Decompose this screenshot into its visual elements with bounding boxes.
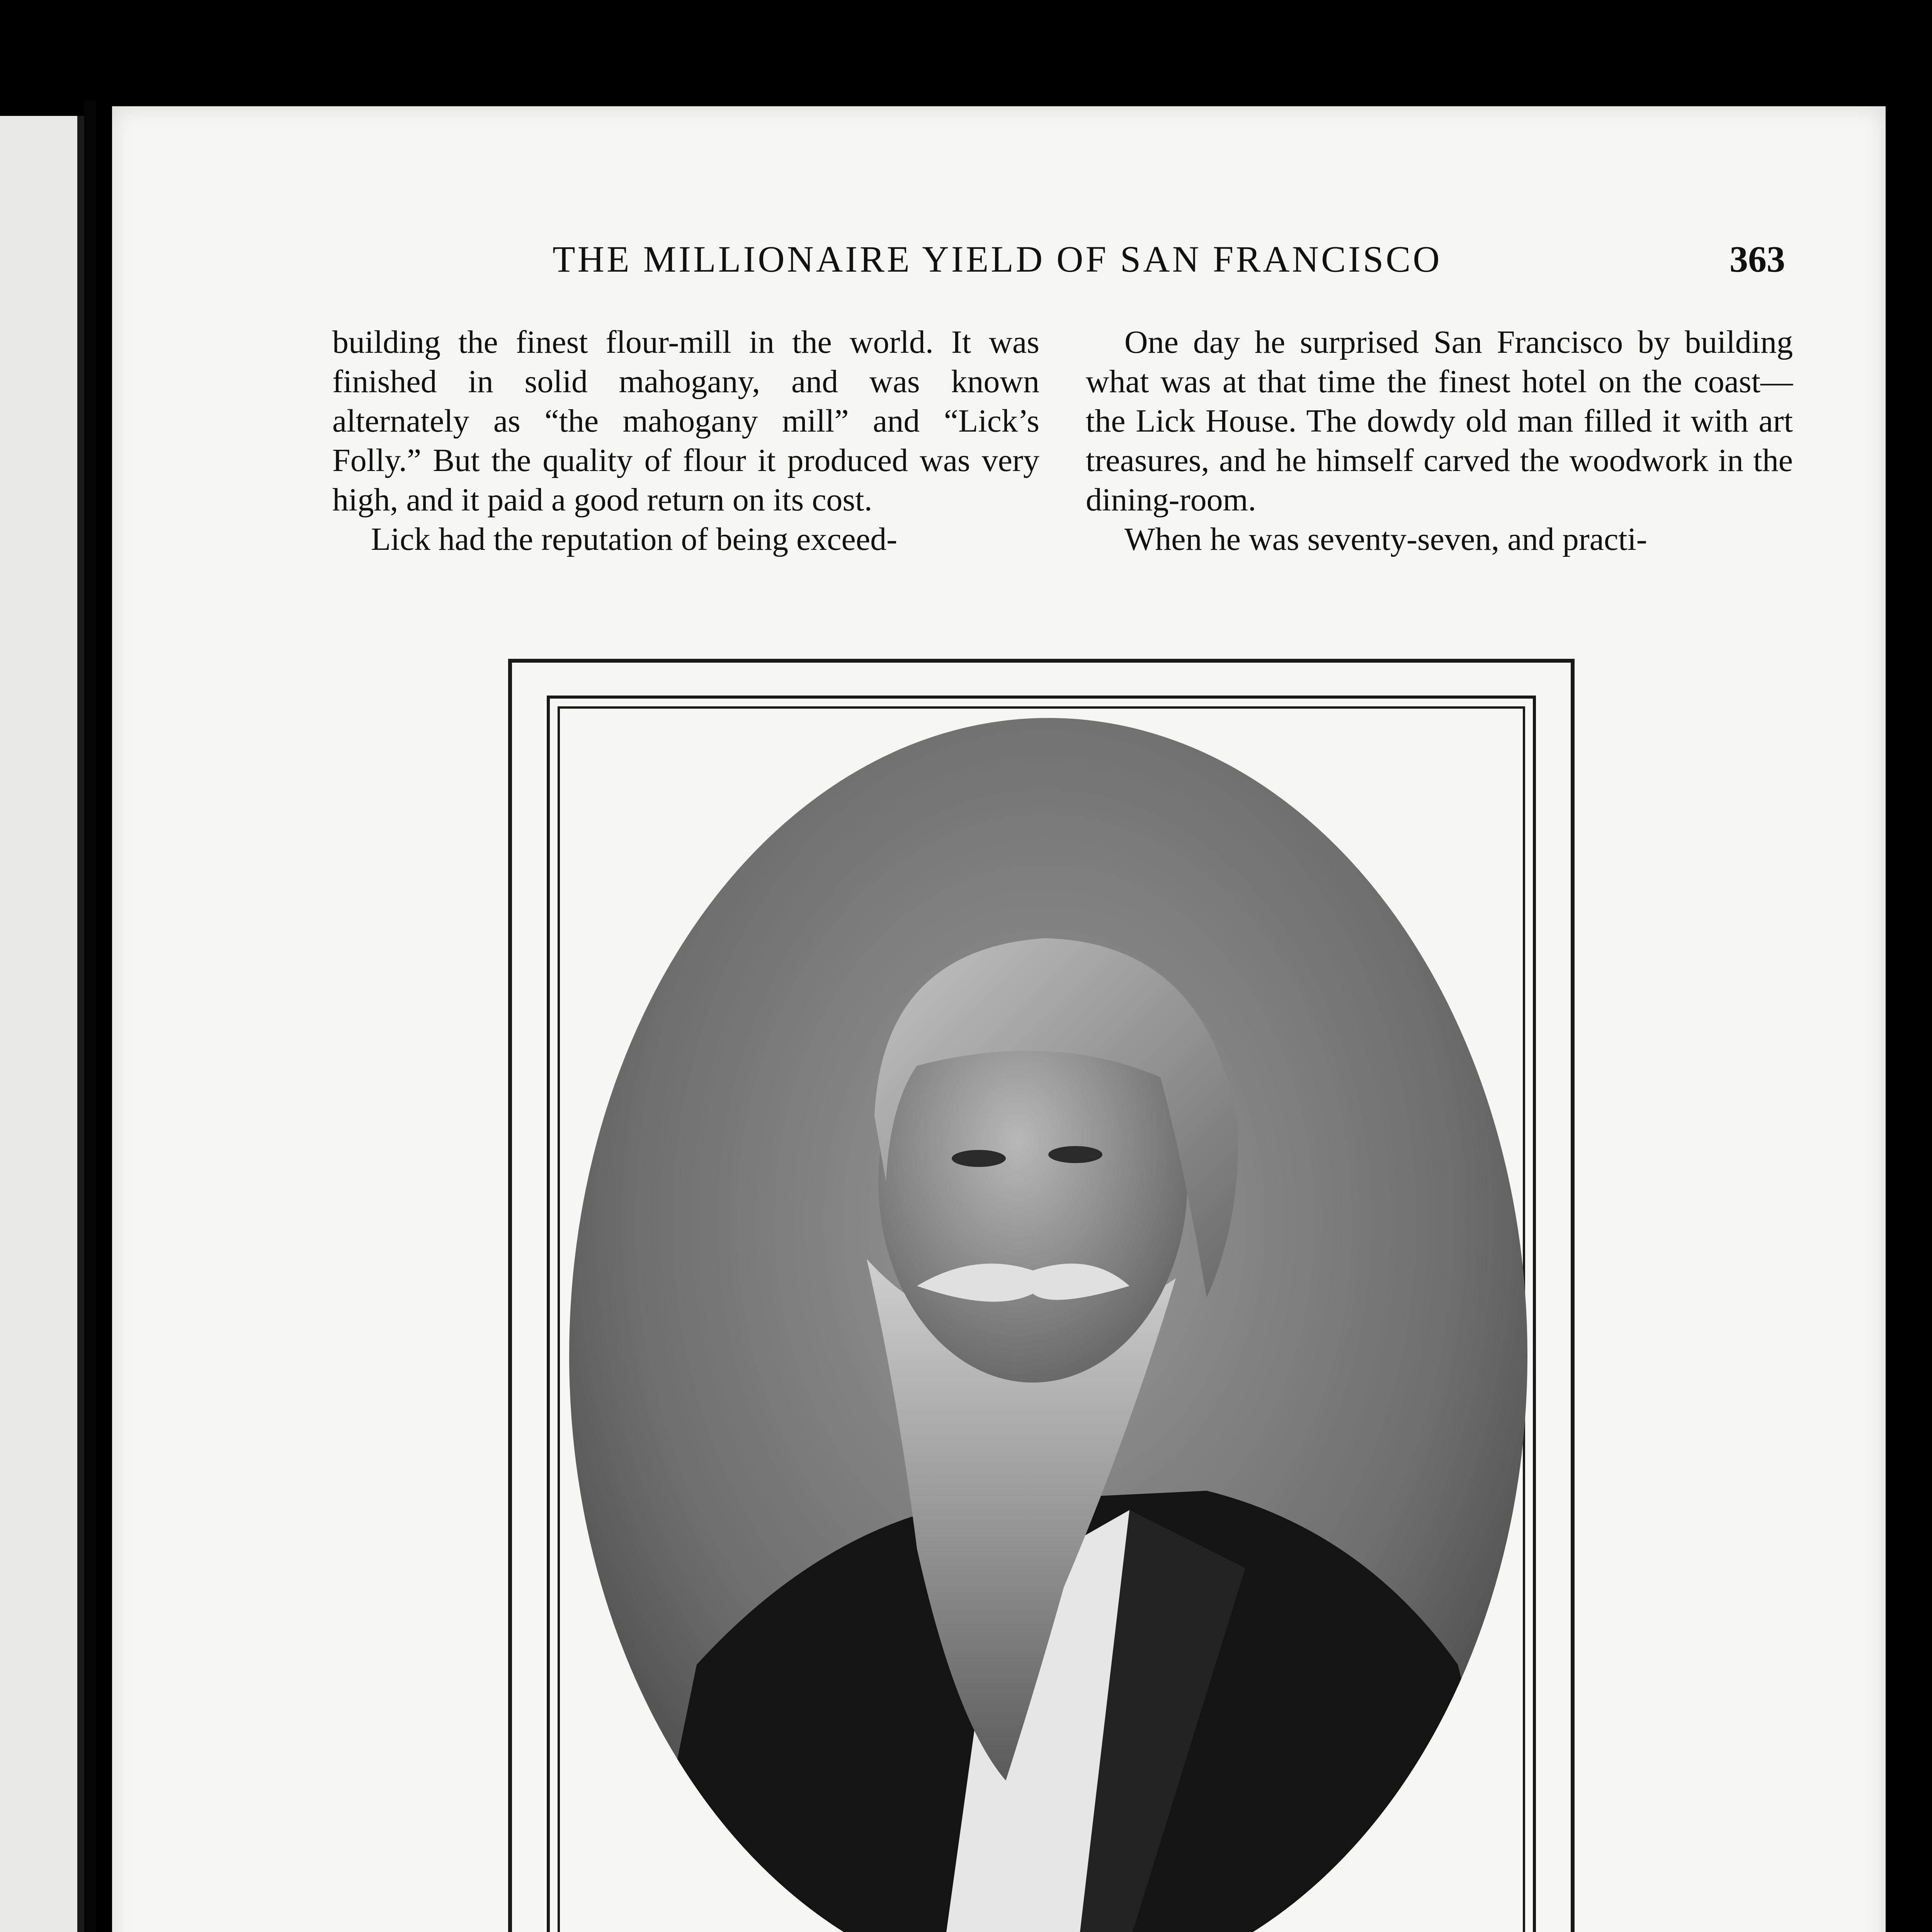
portrait-photograph	[550, 699, 1539, 1932]
paragraph: building the finest flour-mill in the world. It was finished in solid mahogany, and was known alternately as “the mahogany mill” and “Lick’s Folly.” But the quality of flour it produced was very high, and it paid a good return on its cost.	[332, 324, 1039, 518]
column-top-left	[332, 323, 1039, 559]
magazine-page	[112, 106, 1886, 1932]
running-title: THE MILLIONAIRE YIELD OF SAN FRANCISCO	[553, 238, 1442, 280]
paragraph: One day he surprised San Francisco by building what was at that time the finest hotel on the coast—the Lick House. The dowdy old man filled it with art treasures, and he himself carved the woodwork in the dining-room.	[1086, 324, 1793, 518]
portrait-inner-frame	[547, 696, 1536, 1932]
column-top-right	[1086, 323, 1793, 559]
portrait-plate-frame	[508, 659, 1575, 1932]
paragraph: Lick had the reputation of being exceed-	[371, 521, 898, 557]
page-gutter	[84, 100, 96, 1932]
paragraph: When he was seventy-seven, and practi-	[1124, 521, 1647, 557]
adjacent-page-edge	[0, 116, 84, 1932]
page-number: 363	[1730, 238, 1785, 280]
running-head	[112, 238, 1886, 292]
